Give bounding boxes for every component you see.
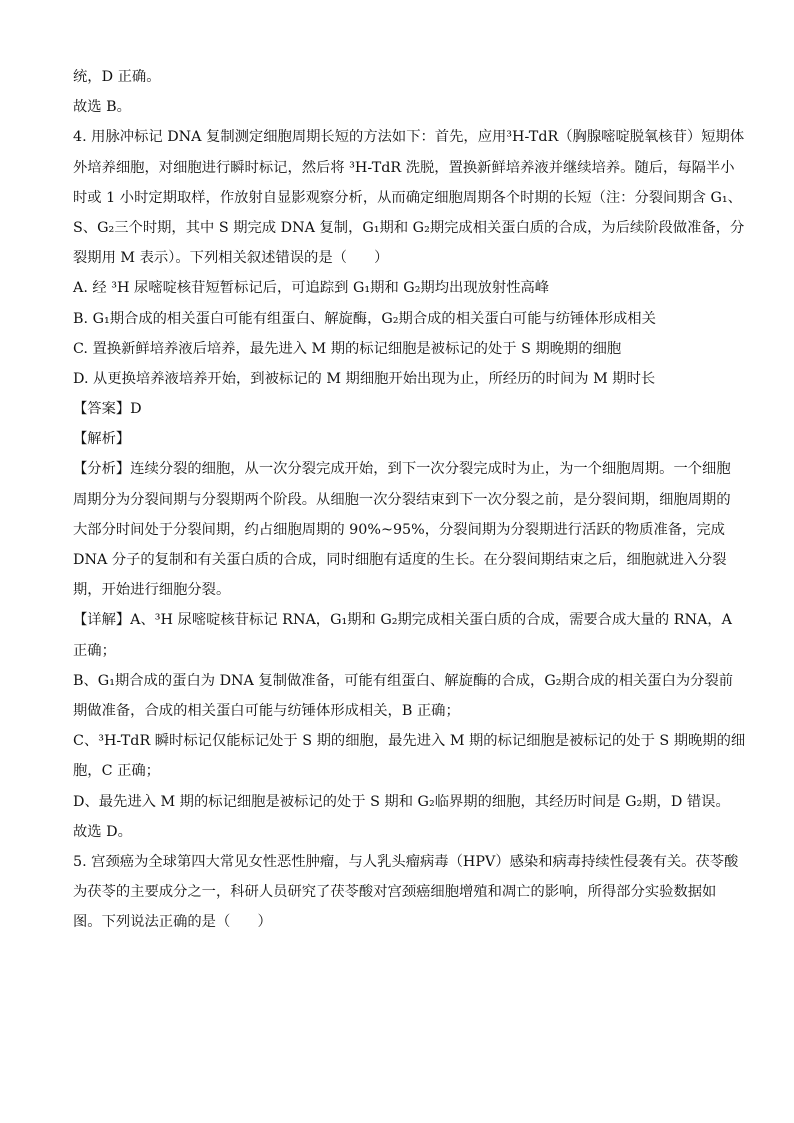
line-text: 周期分为分裂间期与分裂期两个阶段。从细胞一次分裂结束到下一次分裂之前，是分裂间期，细胞周期的 [73, 491, 731, 508]
line-text: 【解析】 [73, 431, 131, 448]
line-text: 为茯苓的主要成分之一，科研人员研究了茯苓酸对宫颈癌细胞增殖和凋亡的影响，所得部分实验数据如 [73, 884, 717, 901]
line-text: B、G₁期合成的蛋白为 DNA 复制做准备，可能有组蛋白、解旋酶的合成，G₂期合成的相关蛋白为分裂前 [73, 672, 734, 689]
question-4-stem [73, 153, 735, 183]
detail-text [73, 666, 734, 696]
line-text: 4. 用脉冲标记 DNA 复制测定细胞周期长短的方法如下：首先，应用³H-TdR（胸腺嘧啶脱氧核苷）短期体 [73, 129, 745, 146]
line-text: B. G₁期合成的相关蛋白可能有组蛋白、解旋酶，G₂期合成的相关蛋白可能与纺锤体形成相关 [73, 310, 656, 327]
detail-text [73, 605, 732, 635]
line-text: 期，开始进行细胞分裂。 [73, 582, 231, 599]
option-d [73, 364, 725, 394]
line-text: DNA 分子的复制和有关蛋白质的合成，同时细胞有适度的生长。在分裂间期结束之后，细胞就进入分裂 [73, 552, 727, 568]
line-text: 统，D 正确。 [73, 69, 161, 85]
line-text: 图。下列说法正确的是（ ） [73, 914, 272, 931]
question-5-stem [73, 907, 725, 937]
line-text: 时或 1 小时定期取样，作放射自显影观察分析，从而确定细胞周期各个时期的长短（注：分裂间期含 G₁、 [73, 189, 742, 206]
text-line [73, 817, 725, 847]
question-4-stem [73, 183, 742, 213]
line-text: 正确； [73, 642, 116, 659]
text-line [73, 92, 725, 122]
option-b [73, 304, 725, 334]
analysis-text [73, 454, 731, 484]
question-4-stem [73, 122, 745, 152]
line-text: D、最先进入 M 期的标记细胞是被标记的处于 S 期和 G₂临界期的细胞，其经历时间是 G₂期，D 错误。 [73, 793, 730, 810]
detail-text [73, 636, 725, 666]
line-text: 【答案】D [73, 401, 142, 418]
line-text: 故选 D。 [73, 823, 132, 840]
document-body [73, 62, 746, 937]
option-a [73, 273, 725, 303]
line-text: 【详解】A、³H 尿嘧啶核苷标记 RNA，G₁期和 G₂期完成相关蛋白质的合成，需要合成大量的 RNA，A [73, 612, 732, 629]
line-text: S、G₂三个时期，其中 S 期完成 DNA 复制，G₁期和 G₂期完成相关蛋白质的合成，为后续阶段做准备，分 [73, 219, 745, 236]
line-text: 5. 宫颈癌为全球第四大常见女性恶性肿瘤，与人乳头瘤病毒（HPV）感染和病毒持续性侵袭有关。茯苓酸 [73, 853, 739, 870]
line-text: 【分析】连续分裂的细胞，从一次分裂完成开始，到下一次分裂完成时为止，为一个细胞周期。一个细胞 [73, 461, 731, 478]
line-text: C. 置换新鲜培养液后培养，最先进入 M 期的标记细胞是被标记的处于 S 期晚期的细胞 [73, 340, 622, 357]
question-4-stem [73, 243, 725, 273]
line-text: 裂期用 M 表示）。下列相关叙述错误的是（ ） [73, 250, 389, 267]
detail-text [73, 787, 730, 817]
analysis-heading [73, 424, 725, 454]
detail-text [73, 696, 725, 726]
line-text: 外培养细胞，对细胞进行瞬时标记，然后将 ³H-TdR 洗脱，置换新鲜培养液并继续培养。随后，每隔半小 [73, 159, 735, 176]
line-text: 故选 B。 [73, 99, 131, 116]
detail-text [73, 726, 746, 756]
answer-line [73, 394, 725, 424]
text-line [73, 62, 725, 92]
analysis-text [73, 485, 731, 515]
option-c [73, 334, 725, 364]
question-5-stem [73, 847, 739, 877]
analysis-text [73, 575, 725, 605]
analysis-text [73, 545, 725, 575]
question-5-stem [73, 877, 725, 907]
line-text: 胞，C 正确； [73, 763, 160, 780]
detail-text [73, 756, 725, 786]
line-text: C、³H-TdR 瞬时标记仅能标记处于 S 期的细胞，最先进入 M 期的标记细胞是被标记的处于 S 期晚期的细 [73, 733, 746, 750]
line-text: D. 从更换培养液培养开始，到被标记的 M 期细胞开始出现为止，所经历的时间为 M 期时长 [73, 370, 656, 387]
line-text: 大部分时间处于分裂间期，约占细胞周期的 90%~95%，分裂间期为分裂期进行活跃的物质准备，完成 [73, 521, 725, 538]
line-text: A. 经 ³H 尿嘧啶核苷短暂标记后，可追踪到 G₁期和 G₂期均出现放射性高峰 [73, 280, 550, 297]
analysis-text [73, 515, 725, 545]
question-4-stem [73, 213, 745, 243]
line-text: 期做准备，合成的相关蛋白可能与纺锤体形成相关，B 正确； [73, 702, 460, 719]
